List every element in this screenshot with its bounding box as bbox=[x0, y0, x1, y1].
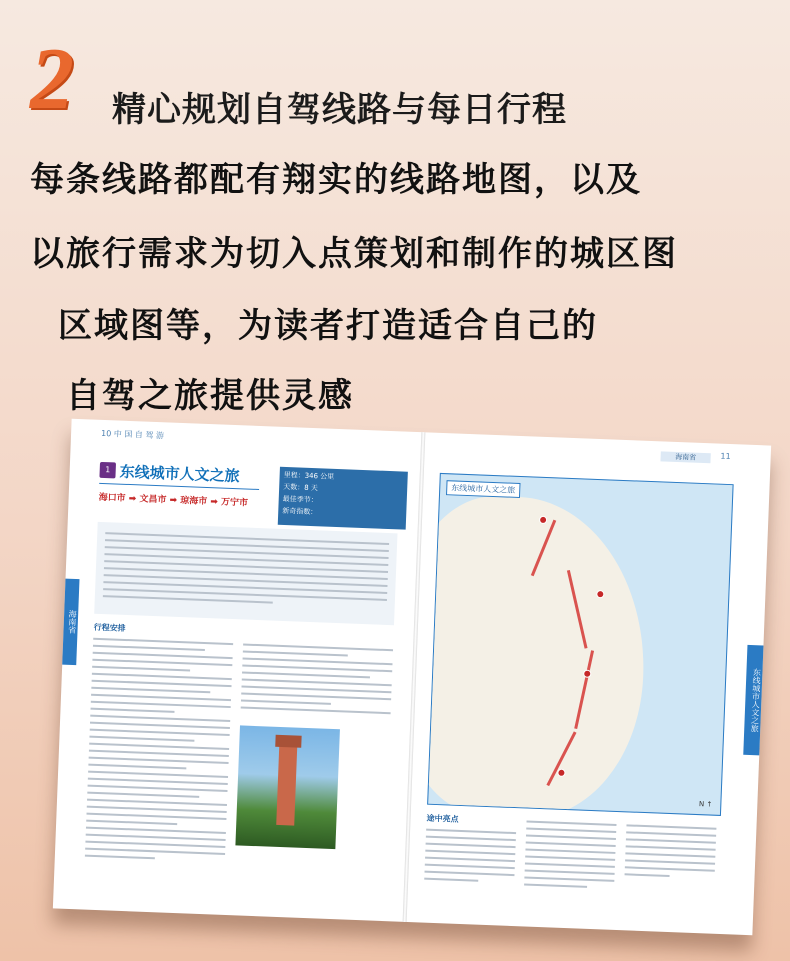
route-cities: 海口市 ➡ 文昌市 ➡ 琼海市 ➡ 万宁市 bbox=[98, 492, 249, 509]
right-side-tab: 东线城市人文之旅 bbox=[743, 645, 763, 756]
heading-title: 精心规划自驾线路与每日行程 bbox=[112, 90, 567, 130]
map-title: 东线城市人文之旅 bbox=[446, 480, 521, 498]
description-line-2: 以旅行需求为切入点策划和制作的城区图 bbox=[30, 234, 678, 274]
stop-text-column-2 bbox=[524, 821, 617, 894]
clock-tower-photo bbox=[235, 725, 340, 849]
right-page-number: 11 bbox=[720, 451, 731, 462]
stop-highlights bbox=[423, 813, 718, 914]
route-info-box bbox=[278, 467, 408, 530]
island-landmass bbox=[427, 493, 650, 816]
intro-text-lines bbox=[103, 532, 389, 613]
stop-heading: 途中亮点 bbox=[426, 813, 459, 824]
heading-number: 2 bbox=[30, 31, 74, 128]
book-spread-image bbox=[53, 419, 771, 936]
info-rating: 新奇指数： bbox=[282, 506, 318, 517]
stop-text-column-3 bbox=[624, 824, 716, 883]
route-map bbox=[427, 473, 734, 816]
right-page-tag: 海南省 bbox=[660, 451, 710, 463]
left-page-header: 10 中 国 自 驾 游 bbox=[100, 428, 165, 441]
clock-tower bbox=[276, 745, 297, 826]
description-line-1: 每条线路都配有翔实的线路地图，以及 bbox=[30, 160, 642, 200]
itinerary-right-column bbox=[240, 643, 393, 719]
route-title: 东线城市人文之旅 bbox=[119, 462, 240, 486]
plan-heading: 行程安排 bbox=[93, 622, 126, 633]
info-distance: 里程：346 公里 bbox=[283, 470, 335, 481]
intro-text-block bbox=[94, 522, 397, 625]
itinerary-left-column bbox=[85, 638, 233, 867]
info-season: 最佳季节： bbox=[282, 494, 318, 505]
route-badge: 1 bbox=[99, 462, 116, 479]
map-scale-compass: N ↑ bbox=[698, 800, 713, 809]
description-line-3: 区域图等，为读者打造适合自己的 bbox=[58, 306, 598, 346]
info-days: 天数：8 天 bbox=[283, 482, 319, 493]
stop-text-column-1 bbox=[424, 829, 516, 888]
left-side-tab: 海南省 bbox=[62, 579, 79, 665]
description-line-4: 自驾之旅提供灵感 bbox=[66, 376, 354, 416]
